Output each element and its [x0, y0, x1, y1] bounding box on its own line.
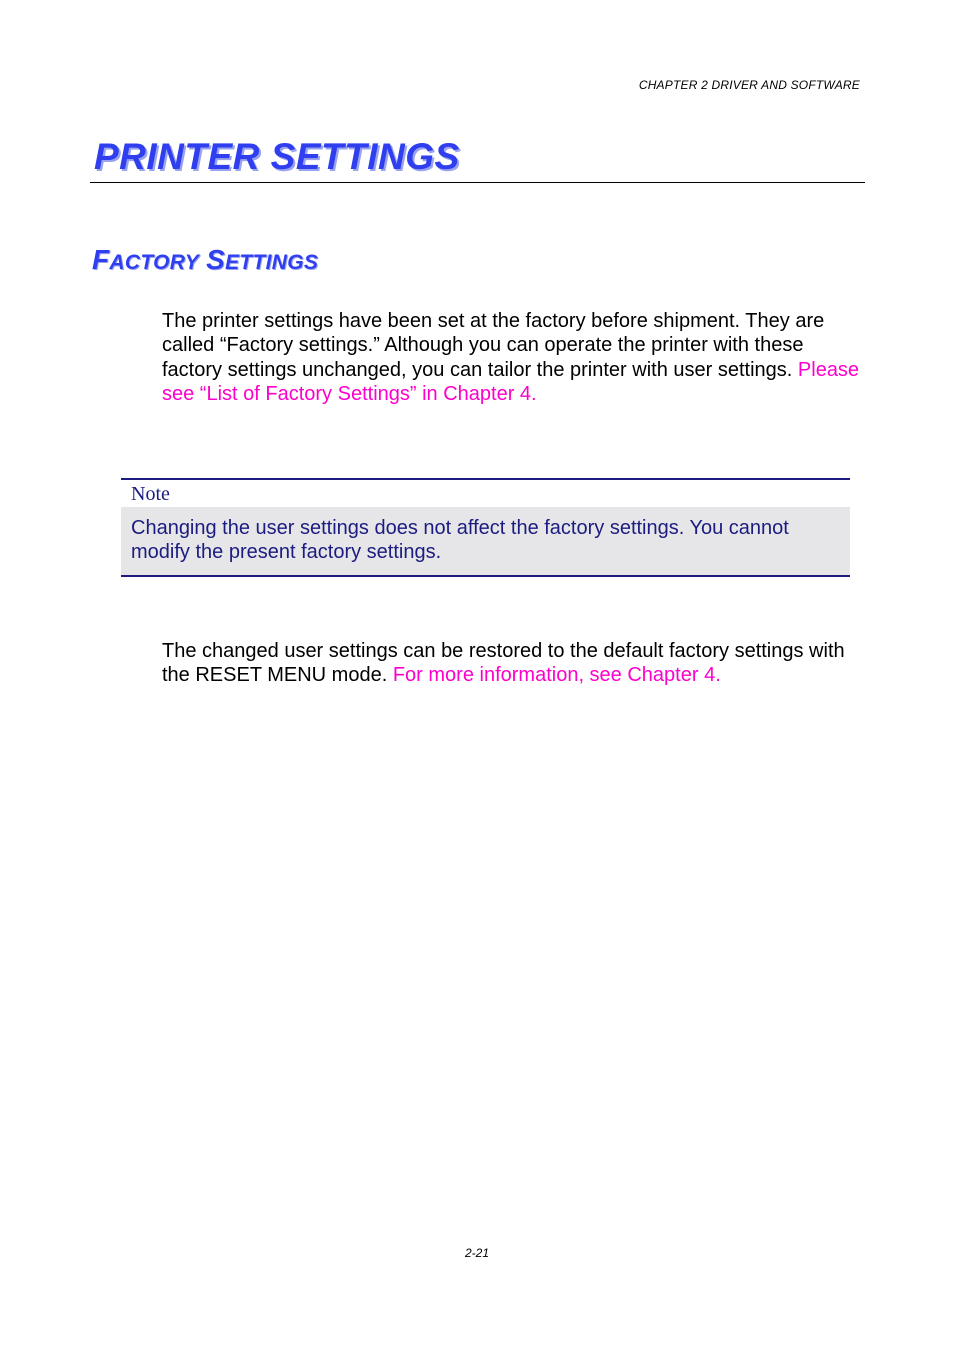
note-body [121, 507, 850, 575]
factory-settings-paragraph [162, 309, 862, 406]
note-box [121, 478, 850, 577]
section-title-rest-2: ETTINGS [225, 251, 319, 274]
title-rule [90, 182, 865, 183]
section-title [92, 244, 318, 276]
section-title-initial-2: S [206, 244, 226, 275]
chapter-title: PRINTER SETTINGS [94, 136, 460, 177]
factory-settings-link[interactable]: Please see “List of Factory Settings” in Chapter 4. [162, 358, 860, 405]
note-label: Note [131, 483, 170, 505]
chapter-4-link[interactable]: For more information, see Chapter 4. [392, 664, 721, 687]
section-title-initial-1: F [92, 244, 110, 275]
paragraph-text: The printer settings have been set at the factory before shipment. They are called “Factory settings.” Although you can operate the printer with these factory settings unchanged, you can tailor the printer with user settings. [162, 310, 825, 381]
running-header: CHAPTER 2 DRIVER AND SOFTWARE [638, 78, 860, 92]
section-title-rest-1: ACTORY [109, 251, 200, 274]
paragraph-text: The changed user settings can be restored to the default factory settings with the RESET MENU mode. [162, 640, 845, 687]
note-text: Changing the user settings does not affect the factory settings. You cannot modify the present factory settings. [131, 517, 789, 564]
reset-menu-paragraph [162, 639, 862, 688]
page-number: 2-21 [464, 1246, 490, 1260]
